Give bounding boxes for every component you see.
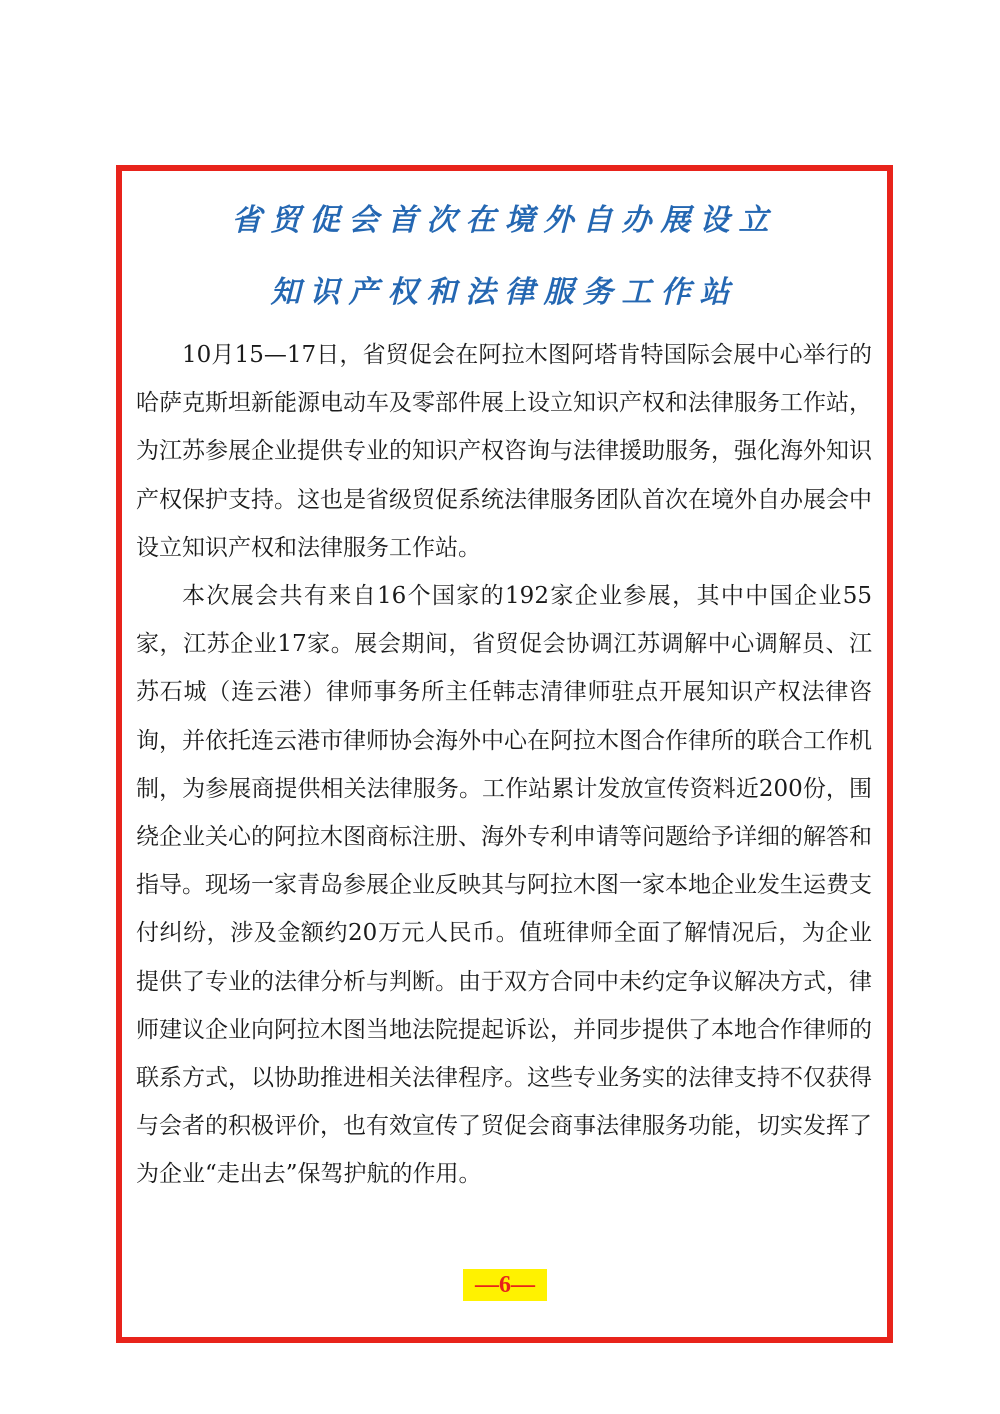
- article-title-line-1: 省贸促会首次在境外自办展设立: [231, 203, 778, 238]
- paragraph-2: 本次展会共有来自16个国家的192家企业参展，其中中国企业55家，江苏企业17家。展会期间，省贸促会协调江苏调解中心调解员、江苏石城（连云港）律师事务所主任韩志清律师驻点开展知识产权法律咨询，并依托连云港市律师协会海外中心在阿拉木图合作律所的联合工作机制，为参展商提供相关法律服务。工作站累计发放宣传资料近200份，围绕企业关心的阿拉木图商标注册、海外专利申请等问题给予详细的解答和指导。现场一家青岛参展企业反映其与阿拉木图一家本地企业发生运费支付纠纷，涉及金额约20万元人民币。值班律师全面了解情况后，为企业提供了专业的法律分析与判断。由于双方合同中未约定争议解决方式，律师建议企业向阿拉木图当地法院提起诉讼，并同步提供了本地合作律师的联系方式，以协助推进相关法律程序。这些专业务实的法律支持不仅获得与会者的积极评价，也有效宣传了贸促会商事法律服务功能，切实发挥了为企业“走出去”保驾护航的作用。: [136, 583, 872, 1188]
- article-title-line-2: 知识产权和法律服务工作站: [270, 275, 739, 310]
- article-frame: [116, 165, 893, 1343]
- article-body: [136, 331, 872, 1199]
- paragraph-1: 10月15—17日，省贸促会在阿拉木图阿塔肯特国际会展中心举行的哈萨克斯坦新能源电动车及零部件展上设立知识产权和法律服务工作站，为江苏参展企业提供专业的知识产权咨询与法律援助服务，强化海外知识产权保护支持。这也是省级贸促系统法律服务团队首次在境外自办展会中设立知识产权和法律服务工作站。: [136, 342, 872, 561]
- page-number: —6—: [463, 1269, 547, 1301]
